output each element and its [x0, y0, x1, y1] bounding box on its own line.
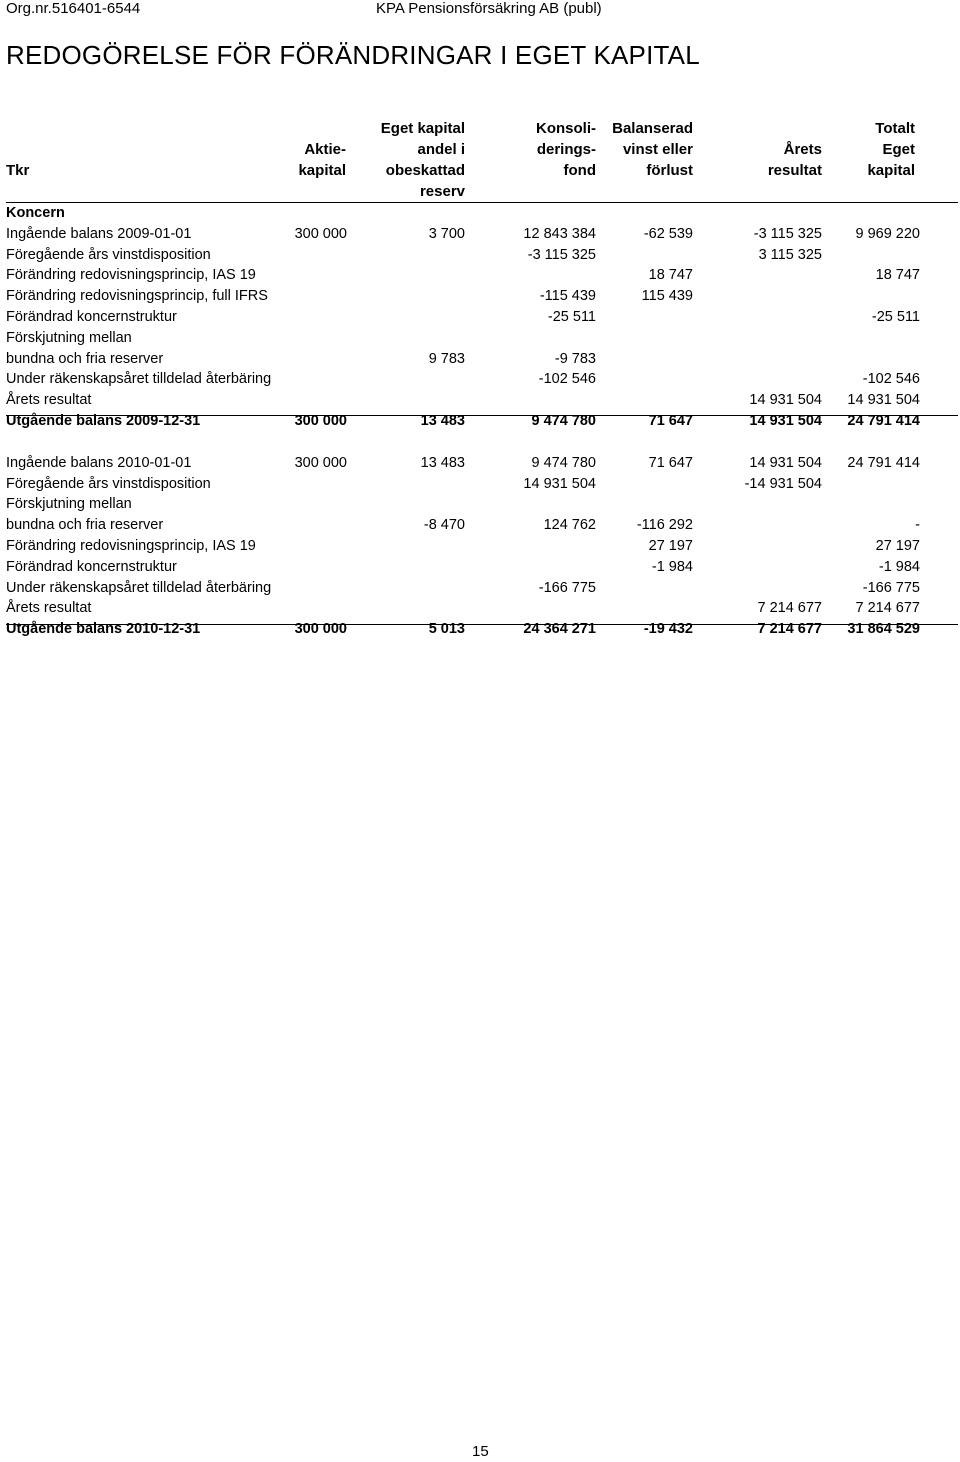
cell-balans: 115 439: [641, 288, 693, 305]
cell-arets: [693, 536, 822, 557]
cell-balans: [596, 432, 693, 453]
cell-arets: [693, 494, 822, 515]
table-row: [6, 619, 920, 640]
cell-konsol: 9 474 780: [531, 454, 596, 471]
cell-totalt: -1 984: [878, 558, 920, 575]
cell-balans: [596, 598, 693, 619]
cell-totalt: [822, 328, 920, 349]
col-header-line: andel i: [417, 141, 465, 158]
table-row: [6, 578, 920, 599]
cell-balans: [596, 307, 693, 328]
cell-balans: [596, 494, 693, 515]
table-row: [6, 286, 920, 307]
cell-konsol: 9 474 780: [531, 412, 596, 429]
cell-aktie: [290, 578, 347, 599]
cell-aktie: [290, 245, 347, 266]
cell-arets: [693, 328, 822, 349]
cell-aktie: [290, 598, 347, 619]
cell-totalt: 9 969 220: [855, 225, 920, 242]
cell-arets: [693, 203, 822, 224]
cell-aktie: [290, 432, 347, 453]
table-row: [6, 245, 920, 266]
cell-aktie: [290, 203, 347, 224]
col-header-line: Aktie-: [304, 141, 346, 158]
table-row: [6, 224, 920, 245]
cell-aktie: 300 000: [294, 454, 347, 471]
cell-arets: [693, 578, 822, 599]
col-header-line: Konsoli-: [536, 120, 596, 137]
col-header-arets-resultat: [768, 139, 822, 181]
cell-konsol: [465, 390, 596, 411]
cell-balans: [596, 203, 693, 224]
cell-totalt: [822, 474, 920, 495]
table-row: [6, 453, 920, 474]
table-body: [6, 203, 920, 640]
row-label: Koncern: [6, 205, 65, 221]
cell-konsol: 124 762: [543, 517, 596, 534]
cell-totalt: [822, 349, 920, 370]
col-header-line: Årets: [783, 141, 822, 158]
cell-eget: [347, 557, 465, 578]
cell-totalt: 24 791 414: [847, 412, 920, 429]
cell-aktie: [290, 286, 347, 307]
cell-balans: [596, 474, 693, 495]
table-row: [6, 411, 920, 432]
cell-aktie: [290, 328, 347, 349]
cell-balans: 18 747: [648, 267, 693, 284]
col-header-totalt: [867, 118, 915, 181]
cell-konsol: -115 439: [539, 288, 596, 305]
cell-aktie: [290, 307, 347, 328]
col-header-line: Eget: [882, 141, 915, 158]
cell-balans: -62 539: [643, 225, 693, 242]
cell-totalt: 14 931 504: [847, 392, 920, 409]
col-header-line: kapital: [867, 162, 915, 179]
cell-konsol: [465, 203, 596, 224]
col-header-line: kapital: [298, 162, 346, 179]
cell-eget: [347, 474, 465, 495]
cell-eget: [347, 536, 465, 557]
row-label: Föregående års vinstdisposition: [6, 475, 211, 492]
cell-aktie: 300 000: [294, 621, 347, 638]
col-header-line: Balanserad: [612, 120, 693, 137]
cell-arets: -3 115 325: [753, 225, 822, 242]
cell-arets: [693, 515, 822, 536]
cell-balans: -116 292: [636, 517, 693, 534]
cell-aktie: [290, 369, 347, 390]
table-row: [6, 494, 920, 515]
row-label: Förändring redovisningsprincip, IAS 19: [6, 267, 256, 284]
cell-konsol: 12 843 384: [523, 225, 596, 242]
cell-totalt: -166 775: [862, 579, 920, 596]
cell-konsol: 14 931 504: [523, 475, 596, 492]
row-label: Årets resultat: [6, 392, 92, 409]
cell-konsol: -166 775: [538, 579, 596, 596]
cell-aktie: [290, 390, 347, 411]
col-header-balanserad: [612, 118, 693, 181]
cell-aktie: [290, 474, 347, 495]
row-label: Förändring redovisningsprincip, IAS 19: [6, 537, 256, 554]
cell-balans: 71 647: [648, 454, 693, 471]
row-label: Förändrad koncernstruktur: [6, 558, 177, 575]
col-header-line: fond: [563, 162, 596, 179]
cell-eget: [347, 578, 465, 599]
table-row: [6, 349, 920, 370]
cell-aktie: [290, 557, 347, 578]
row-label: Förändring redovisningsprincip, full IFRS: [6, 288, 268, 305]
row-label: [6, 432, 290, 453]
row-label: Under räkenskapsåret tilldelad återbäring: [6, 371, 272, 388]
cell-konsol: [465, 598, 596, 619]
cell-konsol: [465, 328, 596, 349]
table-row: [6, 557, 920, 578]
cell-konsol: -3 115 325: [527, 246, 596, 263]
cell-eget: [347, 369, 465, 390]
cell-totalt: [822, 432, 920, 453]
cell-eget: [347, 494, 465, 515]
cell-eget: 9 783: [428, 350, 465, 367]
cell-eget: [347, 390, 465, 411]
cell-eget: 5 013: [428, 621, 465, 638]
cell-arets: 7 214 677: [757, 600, 822, 617]
cell-totalt: -: [915, 517, 920, 534]
org-number: Org.nr.516401-6544: [6, 0, 141, 17]
cell-balans: 71 647: [648, 412, 693, 429]
cell-eget: [347, 286, 465, 307]
page-title: REDOGÖRELSE FÖR FÖRÄNDRINGAR I EGET KAPITAL: [6, 40, 700, 70]
cell-eget: -8 470: [423, 517, 465, 534]
cell-eget: [347, 203, 465, 224]
cell-konsol: -102 546: [538, 371, 596, 388]
cell-konsol: [465, 265, 596, 286]
cell-balans: 27 197: [648, 537, 693, 554]
cell-eget: 13 483: [420, 454, 465, 471]
table-row: [6, 515, 920, 536]
col-header-tkr: Tkr: [6, 162, 30, 179]
cell-arets: [693, 369, 822, 390]
col-header-line: vinst eller: [622, 141, 693, 158]
cell-arets: [693, 432, 822, 453]
cell-balans: [596, 245, 693, 266]
cell-eget: [347, 265, 465, 286]
row-label: Förskjutning mellan: [6, 496, 132, 513]
cell-eget: [347, 245, 465, 266]
table-row: [6, 598, 920, 619]
row-label: bundna och fria reserver: [6, 350, 164, 367]
table-row: [6, 307, 920, 328]
cell-konsol: [465, 536, 596, 557]
cell-eget: [347, 328, 465, 349]
row-label: Förändrad koncernstruktur: [6, 308, 177, 325]
cell-arets: [693, 286, 822, 307]
row-label: Utgående balans 2009-12-31: [6, 412, 201, 429]
cell-balans: [596, 328, 693, 349]
cell-eget: [347, 307, 465, 328]
col-header-konsolideringsfond: [536, 118, 596, 181]
cell-totalt: 31 864 529: [847, 621, 920, 638]
cell-konsol: [465, 557, 596, 578]
cell-totalt: -25 511: [871, 308, 920, 325]
cell-aktie: 300 000: [294, 412, 347, 429]
row-label: Under räkenskapsåret tilldelad återbäring: [6, 579, 272, 596]
row-label: Ingående balans 2009-01-01: [6, 225, 192, 242]
cell-balans: [596, 349, 693, 370]
cell-aktie: [290, 515, 347, 536]
col-header-line: resultat: [767, 162, 822, 179]
cell-eget: [347, 432, 465, 453]
cell-balans: -1 984: [651, 558, 693, 575]
col-header-eget-kapital: [381, 118, 465, 202]
page-number: 15: [472, 1443, 489, 1460]
cell-arets: -14 931 504: [744, 475, 822, 492]
cell-arets: 7 214 677: [757, 621, 822, 638]
col-header-line: reserv: [419, 183, 465, 200]
table-row: [6, 369, 920, 390]
cell-aktie: [290, 494, 347, 515]
row-label: Utgående balans 2010-12-31: [6, 621, 201, 638]
cell-balans: [596, 369, 693, 390]
row-label: Föregående års vinstdisposition: [6, 246, 211, 263]
row-label: Ingående balans 2010-01-01: [6, 454, 192, 471]
cell-totalt: -102 546: [862, 371, 920, 388]
table-row: [6, 474, 920, 495]
table-row: [6, 432, 920, 453]
cell-arets: 14 931 504: [749, 412, 822, 429]
cell-totalt: [822, 203, 920, 224]
cell-arets: 14 931 504: [749, 392, 822, 409]
cell-balans: -19 432: [643, 621, 693, 638]
cell-arets: [693, 265, 822, 286]
equity-changes-table: [6, 203, 920, 640]
cell-konsol: [465, 494, 596, 515]
cell-aktie: [290, 536, 347, 557]
cell-arets: [693, 557, 822, 578]
cell-konsol: -9 783: [554, 350, 596, 367]
cell-totalt: 18 747: [875, 267, 920, 284]
cell-konsol: [465, 432, 596, 453]
cell-totalt: 24 791 414: [847, 454, 920, 471]
table-row: [6, 265, 920, 286]
table-row: [6, 390, 920, 411]
col-header-line: förlust: [646, 162, 693, 179]
table-row: [6, 328, 920, 349]
cell-totalt: [822, 494, 920, 515]
cell-aktie: 300 000: [294, 225, 347, 242]
cell-arets: 14 931 504: [749, 454, 822, 471]
cell-arets: [693, 307, 822, 328]
row-label: Förskjutning mellan: [6, 329, 132, 346]
cell-totalt: [822, 245, 920, 266]
row-label: Årets resultat: [6, 600, 92, 617]
table-row: [6, 536, 920, 557]
cell-eget: [347, 598, 465, 619]
col-header-line: Eget kapital: [380, 120, 465, 137]
table-row: [6, 203, 920, 224]
cell-eget: 13 483: [420, 412, 465, 429]
cell-arets: [693, 349, 822, 370]
company-name: KPA Pensionsförsäkring AB (publ): [376, 0, 602, 17]
cell-totalt: [822, 286, 920, 307]
cell-konsol: 24 364 271: [523, 621, 596, 638]
cell-konsol: -25 511: [547, 308, 596, 325]
cell-aktie: [290, 265, 347, 286]
cell-balans: [596, 578, 693, 599]
cell-totalt: 27 197: [875, 537, 920, 554]
col-header-line: derings-: [536, 141, 596, 158]
col-header-line: Totalt: [875, 120, 915, 137]
row-label: bundna och fria reserver: [6, 517, 164, 534]
col-header-aktiekapital: [298, 139, 346, 181]
cell-totalt: 7 214 677: [855, 600, 920, 617]
cell-eget: 3 700: [428, 225, 465, 242]
cell-arets: 3 115 325: [758, 246, 822, 263]
cell-aktie: [290, 349, 347, 370]
cell-balans: [596, 390, 693, 411]
col-header-line: obeskattad: [385, 162, 465, 179]
